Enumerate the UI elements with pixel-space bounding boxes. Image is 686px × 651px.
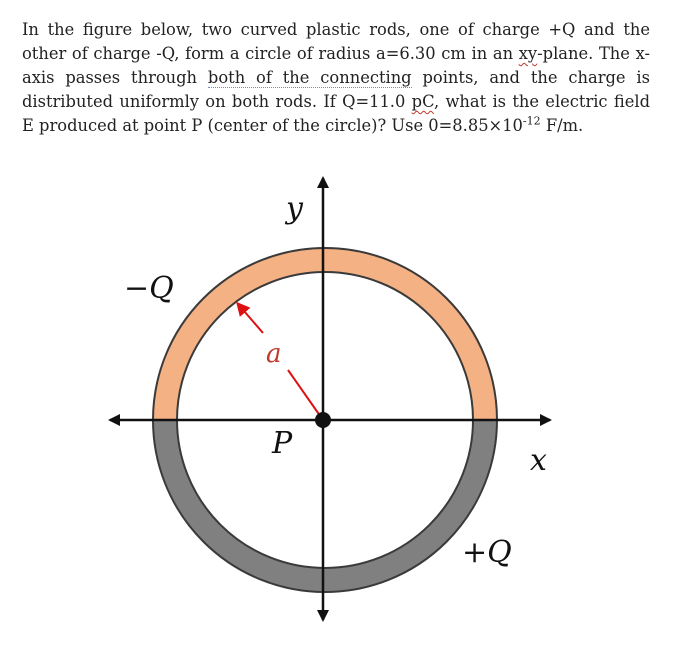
radius-arrow-lower — [288, 370, 323, 420]
x-axis-label: x — [530, 443, 547, 478]
center-point — [315, 412, 331, 428]
problem-text-part: F/m. — [540, 116, 584, 135]
problem-text-part: In the figure below, two curved plastic rods, one of charge +Q and the other of charge -Q, form a circle of radius a=6.30 cm in an — [22, 20, 650, 63]
spellcheck-word-xy: xy — [518, 44, 538, 63]
problem-text-part: -plane. The x-axis passes through — [22, 44, 650, 87]
center-label: P — [272, 426, 293, 461]
exponent: -12 — [522, 114, 541, 128]
problem-text-part: points, and the charge is distributed uniformly on both rods. If Q=11.0 — [22, 68, 650, 111]
grammar-underlined-phrase: both of the connecting — [207, 68, 412, 87]
y-axis-label: y — [286, 191, 303, 226]
radius-arrow-upper — [238, 304, 263, 333]
radius-label: a — [266, 339, 282, 369]
spellcheck-word-pc: pC — [411, 92, 434, 111]
negative-charge-label: −Q — [124, 271, 174, 306]
negative-rod — [153, 248, 497, 420]
problem-text-part: , what is the electric field E produced at point P (center of the circle)? Use 0=8.85×10 — [22, 92, 650, 135]
positive-rod — [153, 420, 497, 592]
positive-charge-label: +Q — [462, 535, 512, 570]
